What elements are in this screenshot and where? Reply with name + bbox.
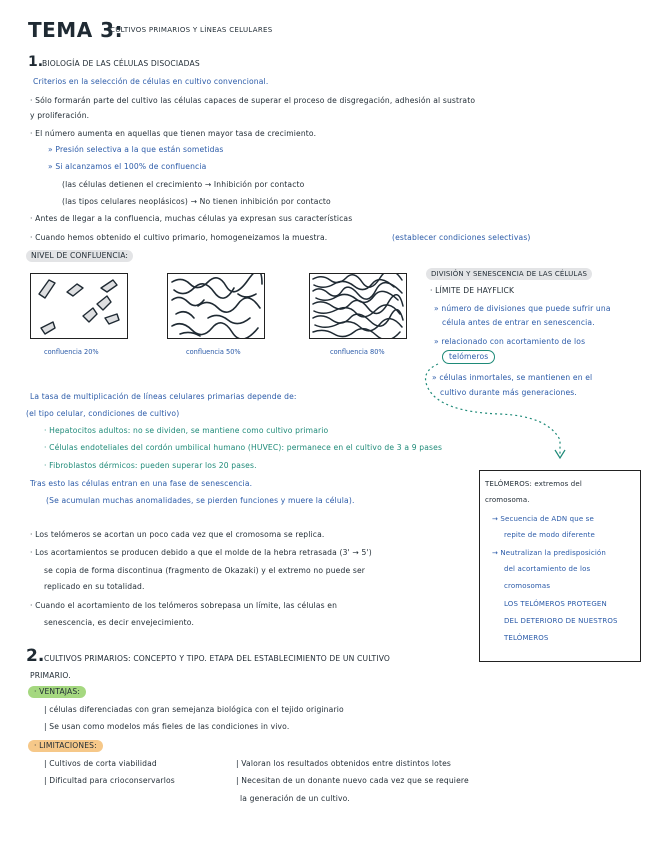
s1-line: · Sólo formarán parte del cultivo las células capaces de superar el proceso de disgregación, adhesión al sustrato [30, 96, 476, 105]
limitacion-item: | Cultivos de corta viabilidad [44, 759, 157, 768]
ventajas-label: · VENTAJAS: [28, 686, 86, 698]
section-2-heading: CULTIVOS PRIMARIOS: CONCEPTO Y TIPO. ETAPA DEL ESTABLECIMIENTO DE UN CULTIVO [44, 654, 391, 663]
division-item: célula antes de entrar en senescencia. [442, 318, 595, 327]
limitacion-item: | Dificultad para crioconservarlos [44, 776, 175, 785]
mult-line: · Hepatocitos adultos: no se dividen, se mantiene como cultivo primario [44, 426, 329, 435]
telomere-note: se copia de forma discontinua (fragmento de Okazaki) y el extremo no puede ser [44, 566, 366, 575]
confluence-panel-20 [30, 273, 128, 339]
ventaja-item: | Se usan como modelos más fieles de las condiciones in vivo. [44, 722, 290, 731]
telomeres-box-line: TELÓMEROS: extremos del [485, 480, 582, 488]
telomeres-box-line: TELÓMEROS [504, 634, 549, 642]
s1-line: (las células detienen el crecimiento → Inhibición por contacto [62, 180, 305, 189]
s1-note: (establecer condiciones selectivas) [392, 233, 531, 242]
s1-line: Criterios en la selección de células en cultivo convencional. [33, 77, 269, 86]
s1-line: · Cuando hemos obtenido el cultivo primario, homogeneizamos la muestra. [30, 233, 328, 242]
page-title: TEMA 3: [28, 18, 124, 42]
telomere-note: · Cuando el acortamiento de los telómeros sobrepasa un límite, las células en [30, 601, 338, 610]
cells-drawing-20 [31, 274, 127, 338]
telomeres-box-line: → Neutralizan la predisposición [492, 549, 606, 557]
limitacion-item: | Necesitan de un donante nuevo cada vez que se requiere [236, 776, 469, 785]
confluence-caption-50: confluencia 50% [186, 348, 241, 356]
division-item: » células inmortales, se mantienen en el [432, 373, 593, 382]
cells-drawing-50 [168, 274, 264, 338]
mult-line: La tasa de multiplicación de líneas celulares primarias depende de: [30, 392, 297, 401]
mult-line: Tras esto las células entran en una fase de senescencia. [30, 479, 253, 488]
mult-line: · Fibroblastos dérmicos: pueden superar los 20 pases. [44, 461, 257, 470]
confluence-panel-80 [309, 273, 407, 339]
s1-line: » Si alcanzamos el 100% de confluencia [48, 162, 207, 171]
s1-line: · El número aumenta en aquellas que tienen mayor tasa de crecimiento. [30, 129, 317, 138]
telomeres-box-line: cromosoma. [485, 496, 530, 504]
limitaciones-label: · LIMITACIONES: [28, 740, 103, 752]
division-item: » relacionado con acortamiento de los [434, 337, 586, 346]
division-item: cultivo durante más generaciones. [440, 388, 577, 397]
telomere-note: · Los acortamientos se producen debido a que el molde de la hebra retrasada (3' → 5') [30, 548, 372, 557]
telomeres-box-line: cromosomas [504, 582, 551, 590]
limitacion-item: la generación de un cultivo. [240, 794, 350, 803]
s1-line: y proliferación. [30, 111, 90, 120]
telomeres-box-line: repite de modo diferente [504, 531, 596, 539]
s1-line: · Antes de llegar a la confluencia, muchas células ya expresan sus características [30, 214, 353, 223]
mult-line: (Se acumulan muchas anomalidades, se pierden funciones y muere la célula). [46, 496, 355, 505]
section-1-heading: BIOLOGÍA DE LAS CÉLULAS DISOCIADAS [42, 59, 200, 68]
confluence-caption-80: confluencia 80% [330, 348, 385, 356]
telomeres-box-line: LOS TELÓMEROS PROTEGEN [504, 600, 607, 608]
confluence-panel-50 [167, 273, 265, 339]
telomeres-box-line: del acortamiento de los [504, 565, 591, 573]
telomeres-box-line: → Secuencia de ADN que se [492, 515, 594, 523]
section-2-number: 2. [26, 646, 45, 666]
dotted-arrow [420, 352, 580, 472]
mult-line: (el tipo celular, condiciones de cultivo) [26, 409, 180, 418]
ventaja-item: | células diferenciadas con gran semejanza biológica con el tejido originario [44, 705, 344, 714]
page-subtitle: CULTIVOS PRIMARIOS Y LÍNEAS CELULARES [110, 26, 273, 34]
limitacion-item: | Valoran los resultados obtenidos entre distintos lotes [236, 759, 452, 768]
division-heading: DIVISIÓN Y SENESCENCIA DE LAS CÉLULAS [426, 268, 592, 280]
telomere-note: replicado en su totalidad. [44, 582, 145, 591]
telomere-note: senescencia, es decir envejecimiento. [44, 618, 195, 627]
telomeres-box-line: DEL DETERIORO DE NUESTROS [504, 617, 618, 625]
section-2-heading-cont: PRIMARIO. [30, 671, 71, 680]
confluence-caption-20: confluencia 20% [44, 348, 99, 356]
section-1-number: 1. [28, 54, 44, 70]
division-item: » número de divisiones que puede sufrir una [434, 304, 611, 313]
division-item: · LÍMITE DE HAYFLICK [430, 286, 515, 295]
s1-line: » Presión selectiva a la que están sometidas [48, 145, 224, 154]
telomere-note: · Los telómeros se acortan un poco cada vez que el cromosoma se replica. [30, 530, 325, 539]
mult-line: · Células endoteliales del cordón umbilical humano (HUVEC): permanece en el cultivo de 3 a 9 pases [44, 443, 443, 452]
telomeros-circled: telómeros [442, 350, 495, 364]
s1-line: (las tipos celulares neoplásicos) → No tienen inhibición por contacto [62, 197, 331, 206]
confluence-label: NIVEL DE CONFLUENCIA: [26, 250, 133, 262]
cells-drawing-80 [310, 274, 406, 338]
